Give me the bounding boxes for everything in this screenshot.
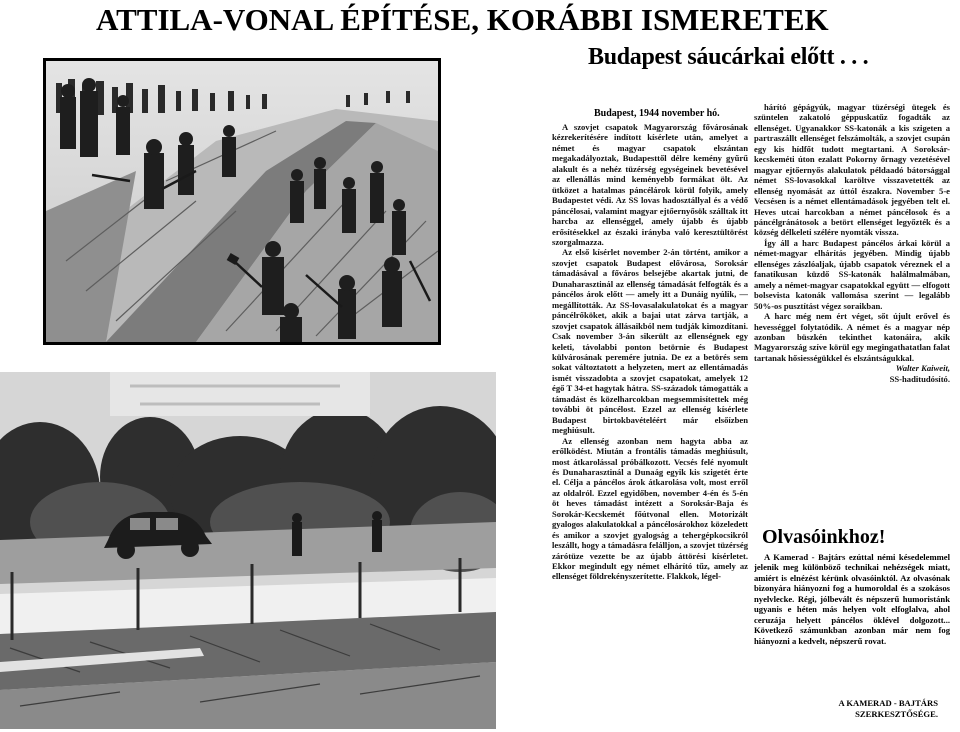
article-right-column xyxy=(754,102,950,512)
article-dateline: Budapest, 1944 november hó. xyxy=(594,108,720,119)
notice-paragraph: A Kamerad - Bajtárs ezúttal némi késedelemmel jelenik meg különböző technikai nehézségek miatt, amiért is elnézést kérünk olvasóinktól. Az olvasónak bizonyára hiányozni fog a humoroldal és a szokásos nyelvlecke. Régi, jólbevált és népszerű humoristánk ugyanis e héten más helyen volt elfoglalva, ahol ceruzája helyett páncélos öklével dolgozott... Következő számunkban azonban már nem fog hiányozni a kedvelt, népszerű rovat. xyxy=(754,552,950,646)
article-headline: Budapest sáucárkai előtt . . . xyxy=(588,44,869,70)
page-title: ATTILA-VONAL ÉPÍTÉSE, KORÁBBI ISMERETEK xyxy=(96,2,829,37)
article-left-column xyxy=(552,122,748,728)
article-paragraph: hárító gépágyúk, magyar tüzérségi ütegek és szüntelen zakatoló géppuskatűz fogadták az ellenséget. Ugyanakkor SS-katonák a kis szigeten a partraszállt ellenséget felszámolták, a szovjet csupán egy kis hídfőt tudott megtartani. A Soroksár-kecskeméti úton ezalatt Pokorny őrnagy vezetésével magyar ejtőernyős alakulatok példaadó bátorsággal német SS-lovasokkal karöltve visszavetették az ellenség nyomását az úttól északra. November 5-e Vecsésen is a német ellentámadások jegyében telt el. Heves utcai harcokban a német páncélosok és a páncélgránátosok a betört ellenséget legyőzték és a község délkeleti szélére nyomták vissza. xyxy=(754,102,950,238)
article-signature-role: SS-haditudósító. xyxy=(889,374,950,385)
article-paragraph: A harc még nem ért véget, sőt újult erővel és hevességgel folytatódik. A német és a magyar nép azonban büszkén tekinthet katonáira, akik Magyarország szíve körül egy megingathatatlan falat tartanak hősiességükkel és elszántságukkal. xyxy=(754,311,950,363)
article-paragraph: Az ellenség azonban nem hagyta abba az erőlködést. Miután a frontális támadás meghiúsult, most átkarolással próbálkozott. Vecsés felé nyomult és Dunaharasztinál a Dunaág egyik kis szigetét érte el. Célja a páncélos árok átkarolása volt, most erről az oldalról. Ezzel egyidőben, november 4-én és 5-én öt heves támadást intézett a Soroksár-Baja és Sorokár-Kecskemét főútvonal ellen. Motorizált gyalogos alakulatokkal a páncélosárokhoz közeledett és amikor a szovjet gyalogság a tehergépkocsikról leszállt, hogy a támadásra felálljon, a szovjet tüzérség zárótüze vezette be az újabb áttörési kísérletet. Ekkor megindult egy német elhárító tűz, amely az ellenséget földrekényszerítette. Flakkok, légel- xyxy=(552,435,748,582)
notice-title: Olvasóinkhoz! xyxy=(762,526,886,548)
article-paragraph: Az első kísérlet november 2-án történt, amikor a szovjet csapatok Budapest elővárosa, Soroksár támadásával a főváros belsejébe akartak jutni, de Dunaharasztinál az ellenség támadását felfogták és a páncélos árok előtt — amely itt a Dunáig nyúlik, — megállították. Az SS-lovasalakulatokat és a magyar páncélrőköket, akik a bajai utat zárva tartják, a szovjet csapatok állásaikból nem tudják kimozdítani. Csak november 3-án sikerült az ellenségnek egy keleti, távolabbi ponton betörnie és Budapest külvárosának peremére jutnia. De ez a betörés sem sokat változtatott a helyzeten, mert az ellentámadás ismét visszadobta a szovjet csapatokat, amelyek 12 égő T 34-et hagytak hátra. SS-századok támogatták a támadást és közelharcokban megsemmisítettek még további öt páncélost. Ezzel az ellenség kísérlete Budapest birtokbavételéért már elsőízben meghiúsult. xyxy=(552,247,748,436)
notice-text xyxy=(754,552,950,702)
anti-tank-ditch-photo xyxy=(0,372,496,729)
notice-signature-line2: SZERKESZTŐSÉGE. xyxy=(855,709,938,719)
notice-signature xyxy=(754,698,938,720)
notice-signature-line1: A KAMERAD - BAJTÁRS xyxy=(838,698,938,708)
article-paragraph: Így áll a harc Budapest páncélos árkai körül a német-magyar elhárítás jegyében. Mindig újabb ellenséges zászlóaljak, újabb csapatok véreznek el a fanatikusan küzdő SS-katonák halálmalmában, amely a német-magyar csapatokkal együtt — elfogott bolsevista katonák vallomása szerint — legalább 50%-os pusztítást végez soraikban. xyxy=(754,237,950,311)
article-paragraph: A szovjet csapatok Magyarország fővárosának kézrekerítésére indított kísérlete után, amelyet a német és magyar csapatok elszántan megakadályoztak, Budapesttől délre kemény gyűrű alakult és a nehéz tüzérség egységeinek bevetésével az ellenállás mind keményebb formákat ölt. Az ütközet a hatalmas páncélárok körül folyik, amely Budapestet védi. Az SS lovas hadosztállyal és a védő páncélosai, valamint magyar ejtőernyősök szálltak itt harcba az ellenséggel, amely újabb és újabb erősítésekkel az északi irányba való keresztültörést szorgalmazza. xyxy=(552,122,748,247)
newspaper-clipping xyxy=(548,40,952,730)
article-signature-name: Walter Kaiweit, xyxy=(895,363,950,374)
trench-digging-photo xyxy=(43,58,441,345)
